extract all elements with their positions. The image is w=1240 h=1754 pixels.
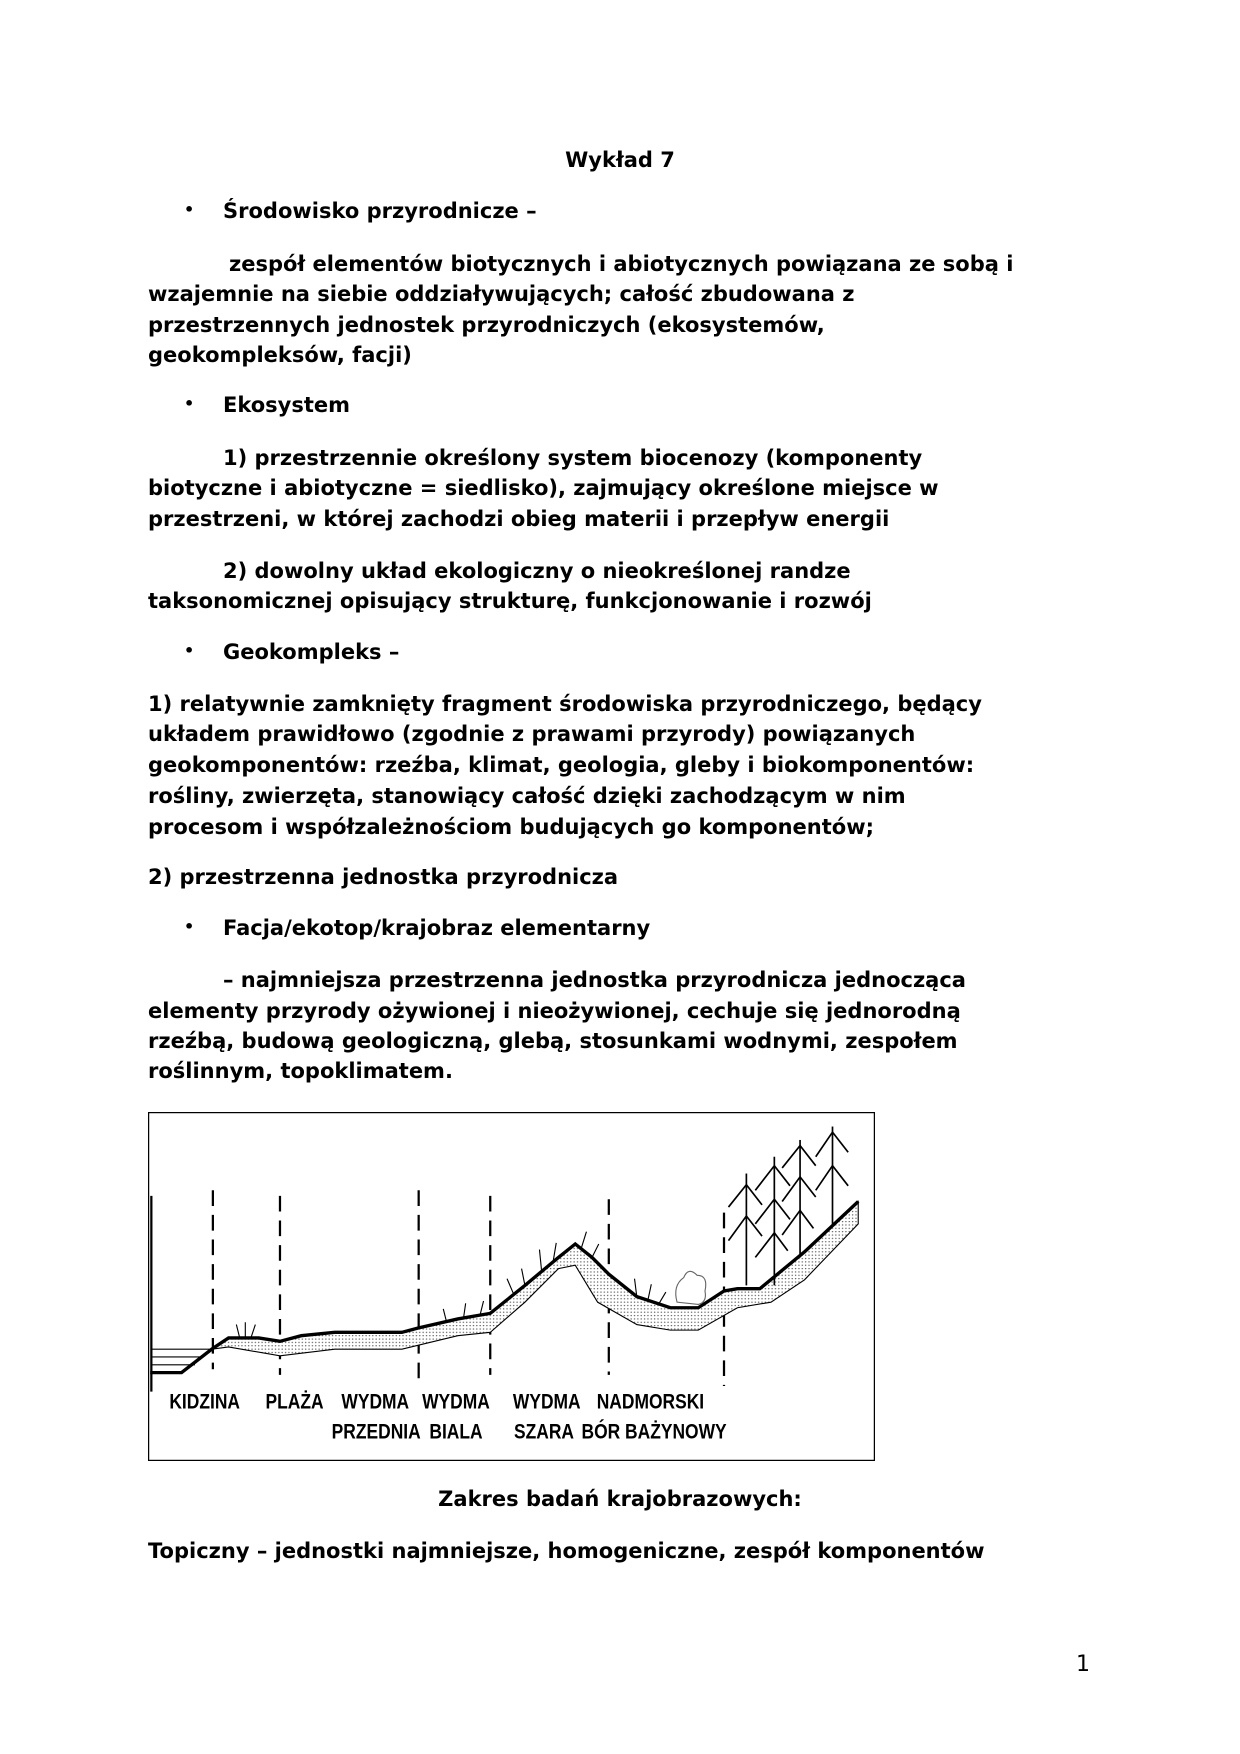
bullet: •: [184, 394, 195, 413]
text-line: wzajemnie na siebie oddziaływujących; całość zbudowana z: [148, 282, 855, 306]
text-line: Topiczny – jednostki najmniejsze, homogeniczne, zespół komponentów: [148, 1539, 985, 1563]
label-wydma-przednia: WYDMA: [341, 1389, 410, 1414]
bullet: •: [184, 200, 195, 219]
label-wydma-szara-2: SZARA: [514, 1420, 575, 1445]
page-number: 1: [1076, 1652, 1090, 1677]
label-bor-2: BÓR BAŻYNOWY: [581, 1420, 727, 1445]
label-kidzina: KIDZINA: [169, 1389, 240, 1414]
text-line: 2) przestrzenna jednostka przyrodnicza: [148, 865, 619, 889]
heading-ekosystem: Ekosystem: [223, 393, 351, 417]
text-line: – najmniejsza przestrzenna jednostka przyrodnicza jednocząca: [223, 968, 966, 992]
label-wydma-biala: WYDMA: [422, 1389, 490, 1414]
text-line: 1) relatywnie zamknięty fragment środowiska przyrodniczego, będący: [148, 692, 982, 716]
label-plaza: PLAŻA: [265, 1389, 324, 1414]
text-line: układem prawidłowo (zgodnie z prawami przyrody) powiązanych: [148, 722, 916, 746]
bullet: •: [184, 641, 195, 660]
label-wydma-przednia-2: PRZEDNIA: [331, 1420, 421, 1445]
text-line: procesom i współzależnościom budujących go komponentów;: [148, 815, 875, 839]
text-line: przestrzeni, w której zachodzi obieg materii i przepływ energii: [148, 507, 890, 531]
text-line: geokompleksów, facji): [148, 343, 412, 367]
text-line: przestrzennych jednostek przyrodniczych (ekosystemów,: [148, 313, 825, 337]
text-line: roślinnym, topoklimatem.: [148, 1059, 453, 1083]
label-wydma-szara: WYDMA: [512, 1389, 581, 1414]
text-line: rośliny, zwierzęta, stanowiący całość dzięki zachodzącym w nim: [148, 784, 906, 808]
text-line: elementy przyrody ożywionej i nieożywionej, cechuje się jednorodną: [148, 999, 961, 1023]
text-line: 1) przestrzennie określony system biocenozy (komponenty: [223, 446, 923, 470]
text-line: zespół elementów biotycznych i abiotycznych powiązana ze sobą i: [229, 252, 1014, 276]
page-title: Wykład 7: [565, 148, 675, 172]
caption: Zakres badań krajobrazowych:: [438, 1487, 802, 1511]
label-bor: NADMORSKI: [596, 1389, 705, 1414]
bullet: •: [184, 917, 195, 936]
text-line: rzeźbą, budową geologiczną, glebą, stosunkami wodnymi, zespołem: [148, 1029, 958, 1053]
text-line: 2) dowolny układ ekologiczny o nieokreślonej randze: [223, 559, 851, 583]
heading-geokompleks: Geokompleks –: [223, 640, 400, 664]
text-line: geokomponentów: rzeźba, klimat, geologia, gleby i biokomponentów:: [148, 753, 975, 777]
heading-srodowisko: Środowisko przyrodnicze –: [223, 199, 537, 223]
text-line: taksonomicznej opisujący strukturę, funkcjonowanie i rozwój: [148, 589, 872, 613]
coastal-profile-diagram: [148, 1112, 875, 1461]
heading-facja: Facja/ekotop/krajobraz elementarny: [223, 916, 651, 940]
text-line: biotyczne i abiotyczne = siedlisko), zajmujący określone miejsce w: [148, 476, 939, 500]
label-wydma-biala-2: BIALA: [429, 1420, 483, 1445]
